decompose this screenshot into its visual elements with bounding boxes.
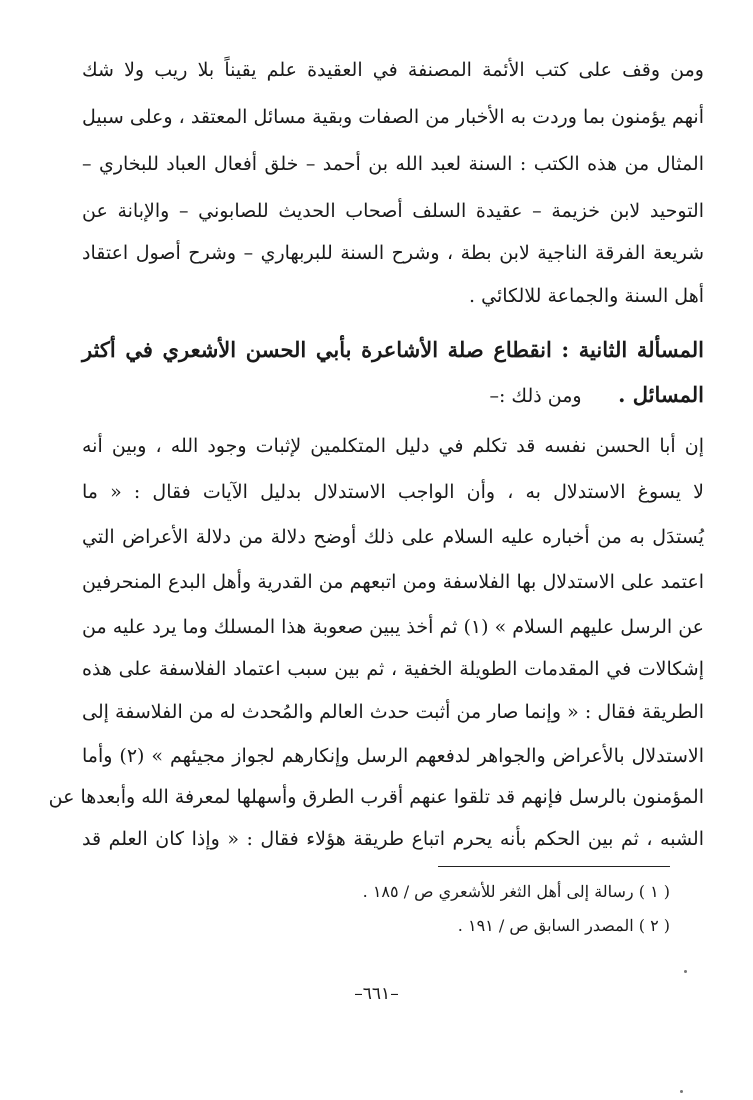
section-heading-plain: ومن ذلك :– [489,385,582,407]
section-heading-bold: المسائل . [618,382,704,407]
scan-speck [684,970,687,973]
paragraph-1-line: المثال من هذه الكتب : السنة لعبد الله بن أحمد – خلق أفعال العباد للبخاري – [82,153,704,175]
paragraph-2-line: الشبه ، ثم بين الحكم بأنه يحرم اتباع طريقة هؤلاء فقال : « وإذا كان العلم قد [82,828,704,850]
paragraph-2-line: الاستدلال بالأعراض والجواهر لدفعهم الرسل وإنكارهم لجواز مجيئهم » (٢) وأما [82,745,705,767]
paragraph-2-line: اعتمد على الاستدلال بها الفلاسفة ومن اتبعهم من القدرية وأهل البدع المنحرفين [82,571,704,593]
paragraph-2-line: إشكالات في المقدمات الطويلة الخفية ، ثم بين سبب اعتماد الفلاسفة على هذه [82,658,704,680]
footnote-2: ( ٢ ) المصدر السابق ص / ١٩١ . [457,916,670,935]
paragraph-1-line: أنهم يؤمنون بما وردت به الأخبار من الصفات وبقية مسائل المعتقد ، وعلى سبيل [82,106,704,128]
paragraph-2-line: المؤمنون بالرسل فإنهم قد تلقوا عنهم أقرب الطرق وأسهلها لمعرفة الله وأبعدها عن [48,786,704,808]
paragraph-2-line: إن أبا الحسن نفسه قد تكلم في دليل المتكلمين لإثبات وجود الله ، وبين أنه [82,435,704,457]
paragraph-2-line: عن الرسل عليهم السلام » (١) ثم أخذ يبين صعوبة هذا المسلك وما يرد عليه من [82,616,705,638]
paragraph-1-line: ومن وقف على كتب الأئمة المصنفة في العقيدة علم يقيناً بلا ريب ولا شك [82,59,704,81]
paragraph-2-line: الطريقة فقال : « وإنما صار من أثبت حدث العالم والمُحدث له من الفلاسفة إلى [82,701,704,723]
footnote-separator [438,866,670,867]
footnote-1: ( ١ ) رسالة إلى أهل الثغر للأشعري ص / ١٨٥ . [362,882,670,901]
scan-speck [680,1090,683,1093]
paragraph-1-line: التوحيد لابن خزيمة – عقيدة السلف أصحاب الحديث للصابوني – والإبانة عن [82,200,704,222]
section-heading-line: المسألة الثانية : انقطاع صلة الأشاعرة بأبي الحسن الأشعري في أكثر [82,337,704,362]
section-heading-line [82,379,704,412]
paragraph-1-line: شريعة الفرقة الناجية لابن بطة ، وشرح السنة للبربهاري – وشرح أصول اعتقاد [82,242,704,264]
paragraph-1-line: أهل السنة والجماعة للالكائي . [469,285,704,307]
paragraph-2-line: لا يسوغ الاستدلال به ، وأن الواجب الاستدلال بدليل الآيات فقال : « ما [82,481,704,503]
paragraph-2-line: يُستدَل به من أخباره عليه السلام على ذلك أوضح دلالة من دلالة الأعراض التي [82,526,704,548]
page-number: –٦٦١– [354,984,399,1004]
